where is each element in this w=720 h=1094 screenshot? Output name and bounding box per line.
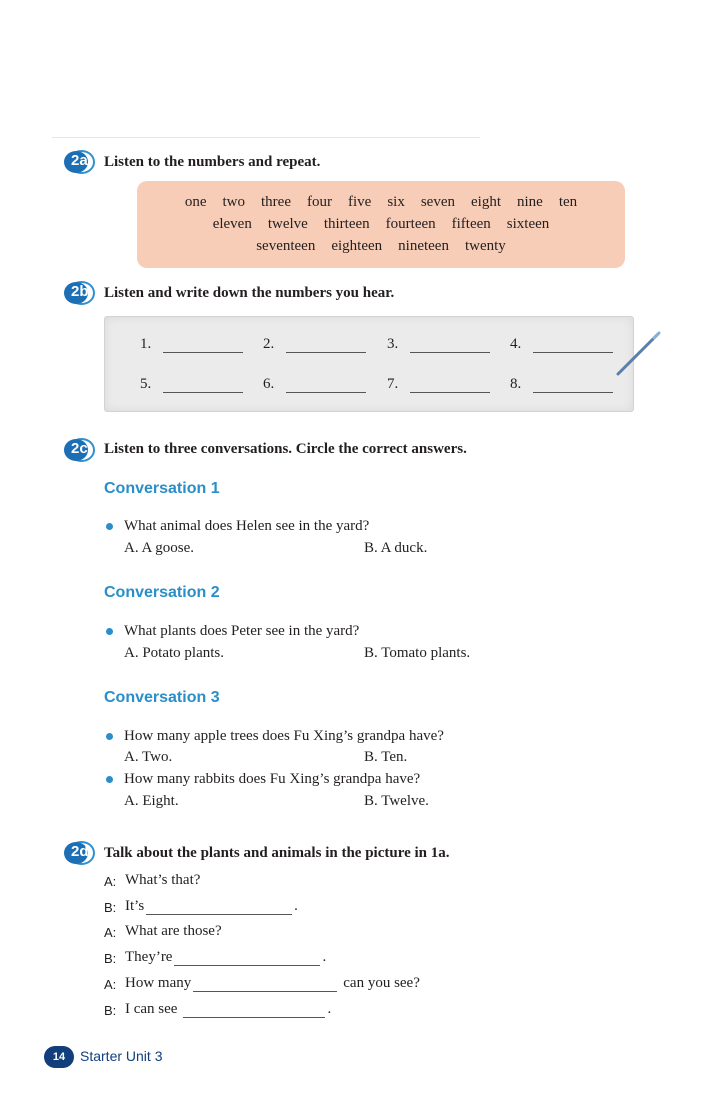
number-word: thirteen	[323, 216, 370, 232]
instruction-2d: Talk about the plants and animals in the picture in 1a.	[104, 845, 450, 861]
dialogue-line-6: B: I can see .	[104, 1001, 332, 1018]
number-word: sixteen	[506, 216, 550, 232]
number-word: five	[348, 194, 372, 210]
write-item-8[interactable]: 8.	[510, 376, 613, 393]
dialogue-line-3: A: What are those?	[104, 923, 222, 940]
option-a[interactable]: A. A goose.	[124, 540, 195, 556]
number-word: twenty	[464, 238, 506, 254]
bullet-icon	[106, 733, 113, 740]
bullet-icon	[106, 523, 113, 530]
pencil-icon	[610, 330, 665, 380]
write-numbers-box	[104, 316, 634, 412]
speaker-label: A:	[104, 977, 117, 992]
number-word: eleven	[212, 216, 252, 232]
option-b[interactable]: B. A duck.	[364, 540, 428, 556]
number-word: fifteen	[451, 216, 491, 232]
number-word: six	[387, 194, 405, 210]
instruction-2c: Listen to three conversations. Circle the correct answers.	[104, 441, 467, 457]
bullet-icon	[106, 776, 113, 783]
question-text: How many rabbits does Fu Xing’s grandpa have?	[124, 771, 421, 787]
speaker-label: A:	[104, 874, 117, 889]
top-divider	[52, 137, 480, 138]
instruction-2a: Listen to the numbers and repeat.	[104, 154, 321, 170]
dialogue-line-4: B: They’re .	[104, 949, 327, 966]
speaker-label: B:	[104, 1003, 117, 1018]
page-number-badge: 14	[44, 1046, 74, 1068]
badge-2b-icon: 2b	[64, 281, 94, 305]
question-text: What plants does Peter see in the yard?	[124, 623, 360, 639]
write-item-1[interactable]: 1.	[140, 336, 243, 353]
bullet-icon	[106, 628, 113, 635]
numbers-row-1	[137, 194, 625, 211]
write-item-4[interactable]: 4.	[510, 336, 613, 353]
question-text: How many apple trees does Fu Xing’s grandpa have?	[124, 728, 444, 744]
numbers-row-2	[137, 216, 625, 233]
answer-blank[interactable]	[533, 379, 613, 393]
number-word: nineteen	[398, 238, 449, 254]
answer-blank[interactable]	[146, 901, 292, 915]
answer-blank[interactable]	[174, 952, 320, 966]
badge-2a-icon: 2a	[64, 150, 94, 174]
answer-blank[interactable]	[410, 379, 490, 393]
conversation-3-title: Conversation 3	[104, 689, 220, 706]
badge-2c-icon: 2c	[64, 438, 94, 462]
number-word: eighteen	[331, 238, 383, 254]
answer-blank[interactable]	[163, 379, 243, 393]
conversation-2-title: Conversation 2	[104, 584, 220, 601]
number-word: three	[261, 194, 291, 210]
write-item-7[interactable]: 7.	[387, 376, 490, 393]
number-word: seven	[420, 194, 455, 210]
answer-blank[interactable]	[286, 379, 366, 393]
number-word: seventeen	[256, 238, 316, 254]
number-word: ten	[558, 194, 578, 210]
question-text: What animal does Helen see in the yard?	[124, 518, 370, 534]
speaker-label: A:	[104, 925, 117, 940]
instruction-2b: Listen and write down the numbers you hear.	[104, 285, 395, 301]
numbers-row-3	[137, 238, 625, 255]
dialogue-line-2: B: It’s .	[104, 898, 298, 915]
write-item-5[interactable]: 5.	[140, 376, 243, 393]
unit-label: Starter Unit 3	[80, 1048, 163, 1064]
answer-blank[interactable]	[410, 339, 490, 353]
number-word: nine	[517, 194, 543, 210]
numbers-box	[137, 181, 625, 268]
dialogue-line-5: A: How many can you see?	[104, 975, 420, 992]
answer-blank[interactable]	[286, 339, 366, 353]
number-word: fourteen	[385, 216, 436, 232]
number-word: eight	[471, 194, 501, 210]
speaker-label: B:	[104, 951, 117, 966]
speaker-label: B:	[104, 900, 117, 915]
option-b[interactable]: B. Tomato plants.	[364, 645, 471, 661]
number-word: two	[222, 194, 246, 210]
conversation-1-title: Conversation 1	[104, 480, 220, 497]
number-word: four	[307, 194, 332, 210]
answer-blank[interactable]	[533, 339, 613, 353]
answer-blank[interactable]	[193, 978, 337, 992]
option-b[interactable]: B. Ten.	[364, 749, 408, 765]
option-a[interactable]: A. Potato plants.	[124, 645, 224, 661]
number-word: one	[184, 194, 207, 210]
option-a[interactable]: A. Eight.	[124, 793, 179, 809]
dialogue-line-1: A: What’s that?	[104, 872, 201, 889]
badge-2d-icon: 2d	[64, 841, 94, 865]
write-item-6[interactable]: 6.	[263, 376, 366, 393]
option-a[interactable]: A. Two.	[124, 749, 173, 765]
answer-blank[interactable]	[163, 339, 243, 353]
write-item-3[interactable]: 3.	[387, 336, 490, 353]
option-b[interactable]: B. Twelve.	[364, 793, 429, 809]
write-item-2[interactable]: 2.	[263, 336, 366, 353]
answer-blank[interactable]	[183, 1004, 325, 1018]
number-word: twelve	[267, 216, 308, 232]
